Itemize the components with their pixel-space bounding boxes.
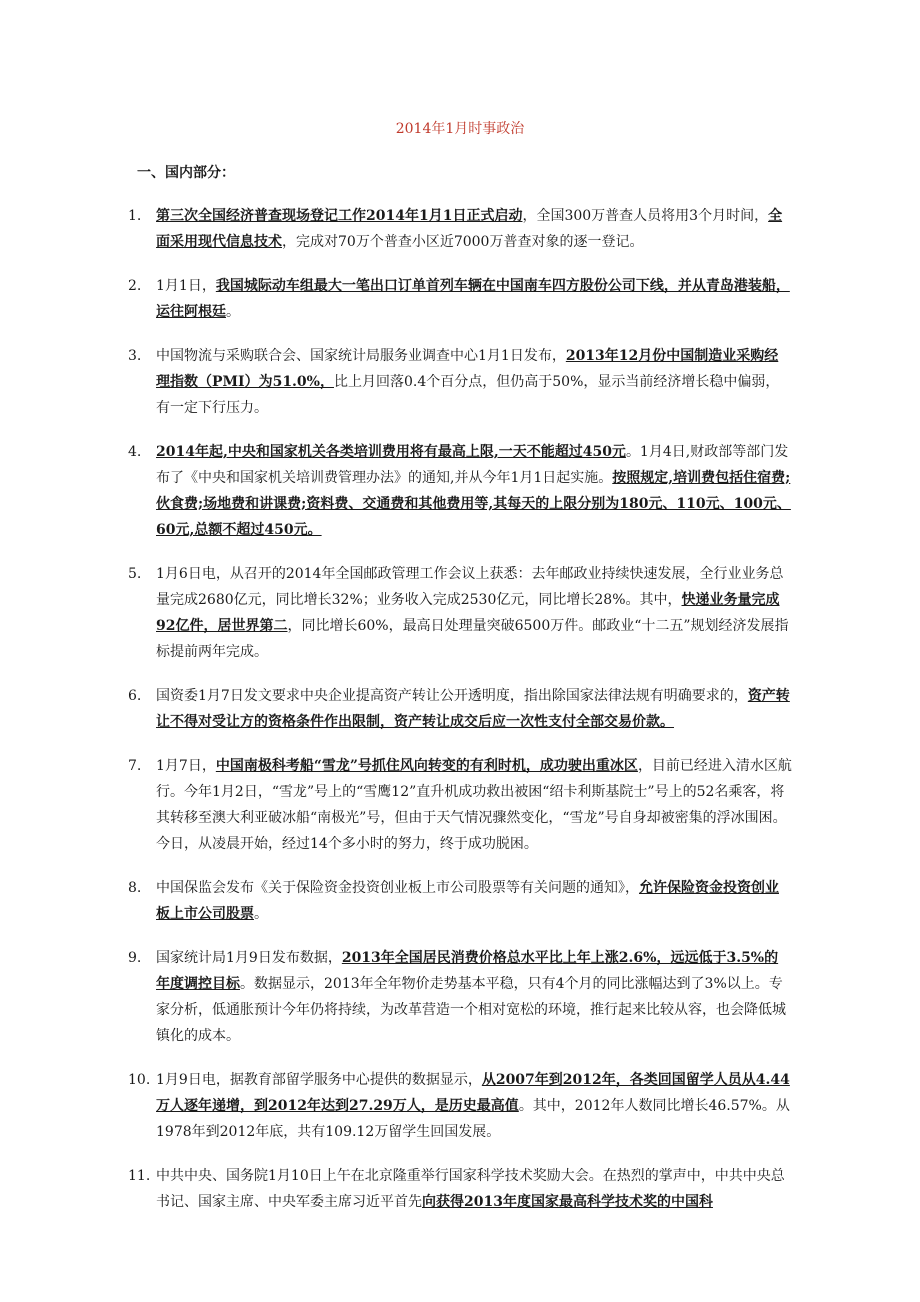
highlighted-text: 第三次全国经济普查现场登记工作2014年1月1日正式启动 <box>156 208 523 224</box>
highlighted-text: 我国城际动车组最大一笔出口订单首列车辆在中国南车四方股份公司下线，并从青岛港装船，运往阿根廷 <box>156 278 790 320</box>
list-item <box>0 945 792 1049</box>
highlighted-text: 2013年12月份中国制造业采购经理指数（PMI）为51.0%， <box>156 348 779 390</box>
highlighted-text: 全面采用现代信息技术 <box>156 208 783 250</box>
list-item <box>0 875 792 927</box>
item-number: 1. <box>128 208 142 224</box>
item-number: 8. <box>128 880 142 896</box>
item-text: 1月6日电，从召开的2014年全国邮政管理工作会议上获悉：去年邮政业持续快速发展，全行业业务总量完成2680亿元，同比增长32%；业务收入完成2530亿元，同比增长28%。其中， <box>156 566 784 608</box>
document-title: 2014年1月时事政治 <box>395 121 525 137</box>
item-text: 国家统计局1月9日发布数据， <box>156 950 342 966</box>
item-text: 中共中央、国务院1月10日上午在北京隆重举行国家科学技术奖励大会。在热烈的掌声中，中共中央总书记、国家主席、中央军委主席习近平首先 <box>156 1168 785 1210</box>
item-text: 国资委1月7日发文要求中央企业提高资产转让公开透明度，指出除国家法律法规有明确要求的， <box>156 688 748 704</box>
highlighted-text: 允许保险资金投资创业板上市公司股票 <box>156 880 779 922</box>
item-text: 中国保监会发布《关于保险资金投资创业板上市公司股票等有关问题的通知》， <box>156 880 639 896</box>
item-text: 1月1日， <box>156 278 216 294</box>
item-text: ，完成对70万个普查小区近7000万普查对象的逐一登记。 <box>282 234 644 250</box>
item-text: 。其中，2012年人数同比增长46.57%。从1978年到2012年底，共有109.12万留学生回国发展。 <box>156 1098 790 1140</box>
list-item <box>0 343 792 421</box>
item-number: 4. <box>128 444 142 460</box>
highlighted-text: 按照规定,培训费包括住宿费;伙食费;场地费和讲课费;资料费、交通费和其他费用等,其每天的上限分别为180元、110元、100元、60元,总额不超过450元。 <box>156 470 791 538</box>
news-list <box>0 203 920 1233</box>
item-text: 。 <box>254 906 268 922</box>
highlighted-text: 向获得2013年度国家最高科学技术奖的中国科 <box>422 1194 713 1210</box>
highlighted-text: 2013年全国居民消费价格总水平比上年上涨2.6%，远远低于3.5%的年度调控目标 <box>156 950 779 992</box>
highlighted-text: 从2007年到2012年，各类回国留学人员从4.44万人逐年递增，到2012年达到27.29万人，是历史最高值 <box>156 1072 790 1114</box>
item-number: 7. <box>128 758 142 774</box>
list-item <box>0 561 792 665</box>
list-item <box>0 753 792 857</box>
section-heading: 一、国内部分： <box>137 165 235 181</box>
item-text: ，目前已经进入清水区航行。今年1月2日，“雪龙”号上的“雪鹰12”直升机成功救出被困“绍卡利斯基院士”号上的52名乘客，将其转移至澳大利亚破冰船“南极光”号，但由于天气情况骤然变化，“雪龙”号自身却被密集的浮冰围困。今日，从凌晨开始，经过14个多小时的努力，终于成功脱困。 <box>156 758 792 852</box>
item-text: 1月7日， <box>156 758 216 774</box>
highlighted-text: 资产转让不得对受让方的资格条件作出限制，资产转让成交后应一次性支付全部交易价款。 <box>156 688 790 730</box>
list-item <box>0 683 792 735</box>
item-number: 11. <box>128 1168 151 1184</box>
item-number: 3. <box>128 348 142 364</box>
list-item <box>0 1067 792 1145</box>
item-text: 1月9日电，据教育部留学服务中心提供的数据显示， <box>156 1072 482 1088</box>
item-text: 。数据显示，2013年全年物价走势基本平稳，只有4个月的同比涨幅达到了3%以上。专家分析，低通胀预计今年仍将持续，为改革营造一个相对宽松的环境，推行起来比较从容，也会降低城镇化的成本。 <box>156 976 786 1044</box>
list-item <box>0 203 792 255</box>
list-item <box>0 273 792 325</box>
list-item <box>0 1163 792 1215</box>
item-text: 比上月回落0.4个百分点，但仍高于50%，显示当前经济增长稳中偏弱，有一定下行压力。 <box>156 374 780 416</box>
item-text: 。1月4日,财政部等部门发布了《中央和国家机关培训费管理办法》的通知,并从今年1月1日起实施。 <box>156 444 789 486</box>
item-number: 2. <box>128 278 142 294</box>
item-text: 中国物流与采购联合会、国家统计局服务业调查中心1月1日发布， <box>156 348 566 364</box>
item-number: 9. <box>128 950 142 966</box>
item-number: 10. <box>128 1072 151 1088</box>
item-text: ，同比增长60%，最高日处理量突破6500万件。邮政业“十二五”规划经济发展指标提前两年完成。 <box>156 618 789 660</box>
item-number: 5. <box>128 566 142 582</box>
list-item <box>0 439 792 543</box>
item-number: 6. <box>128 688 142 704</box>
highlighted-text: 快递业务量完成92亿件，居世界第二 <box>156 592 780 634</box>
highlighted-text: 中国南极科考船“雪龙”号抓住风向转变的有利时机，成功驶出重冰区 <box>215 758 638 774</box>
highlighted-text: 2014年起,中央和国家机关各类培训费用将有最高上限,一天不能超过450元 <box>156 444 626 460</box>
item-text: ，全国300万普查人员将用3个月时间， <box>522 208 769 224</box>
item-text: 。 <box>226 304 240 320</box>
